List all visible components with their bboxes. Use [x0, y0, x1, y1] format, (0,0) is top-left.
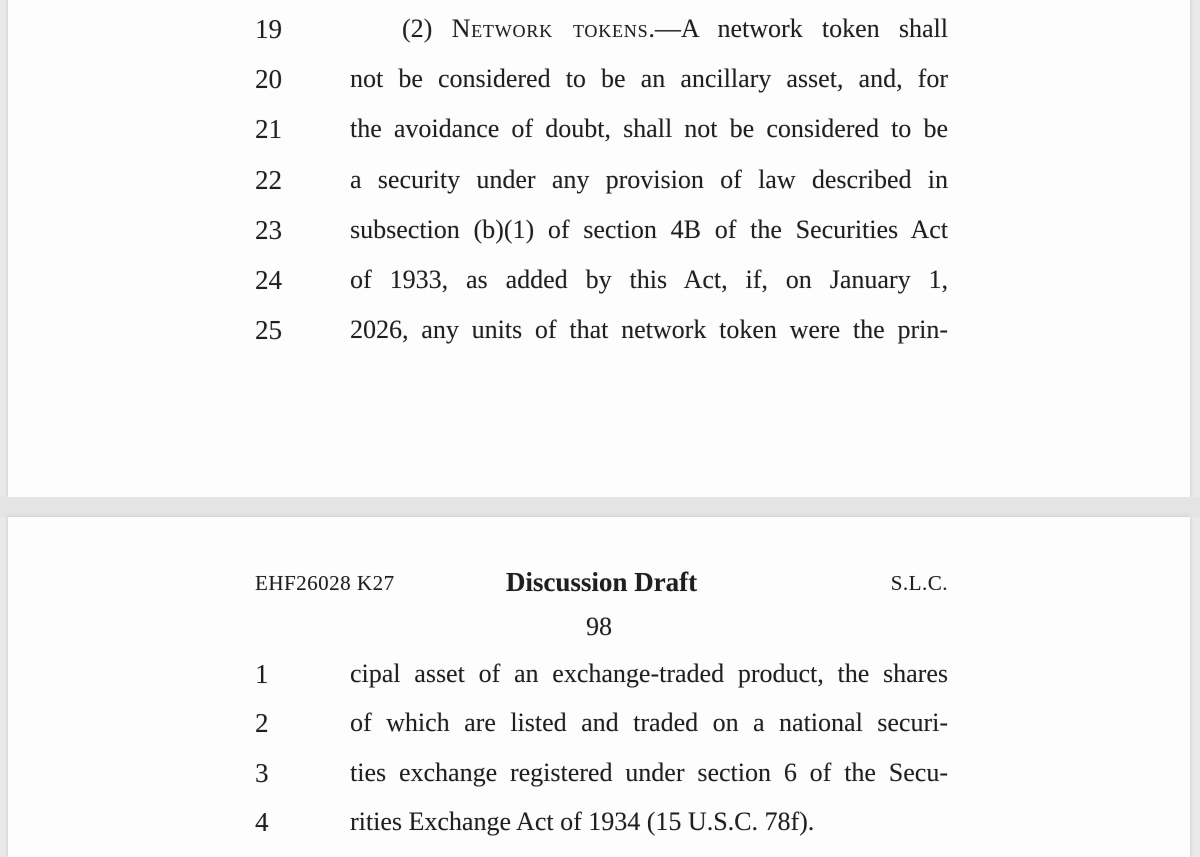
page-header [255, 567, 948, 597]
text-segment-smallcaps: Network tokens [451, 14, 649, 43]
line-number: 23 [255, 215, 282, 245]
text-line [8, 698, 1190, 748]
text-line [8, 797, 1190, 847]
text-segment: (2) [402, 14, 433, 43]
line-text: the avoidance of doubt, shall not be considered to be [350, 114, 948, 143]
line-text: 2026, any units of that network token were the prin- [350, 315, 948, 344]
text-line [8, 155, 1190, 205]
page-number: 98 [586, 612, 612, 641]
line-text: cipal asset of an exchange-traded product, the shares [350, 659, 948, 688]
line-number: 21 [255, 114, 282, 144]
line-number: 19 [255, 14, 282, 44]
line-number: 1 [255, 659, 269, 689]
line-number: 4 [255, 807, 269, 837]
line-text: of which are listed and traded on a national securi- [350, 708, 948, 737]
line-text: of 1933, as added by this Act, if, on January 1, [350, 265, 948, 294]
header-office-code: S.L.C. [890, 571, 948, 595]
line-number: 24 [255, 265, 282, 295]
text-line [8, 255, 1190, 305]
line-text: not be considered to be an ancillary asset, and, for [350, 64, 948, 93]
text-segment: .—A network token shall [648, 14, 948, 43]
text-line [8, 4, 1190, 54]
header-document-code: EHF26028 K27 [255, 571, 395, 595]
text-line [8, 205, 1190, 255]
line-number: 2 [255, 708, 269, 738]
bill-page-previous [8, 0, 1190, 497]
line-text: rities Exchange Act of 1934 (15 U.S.C. 78f). [350, 807, 815, 836]
text-line [8, 649, 1190, 699]
line-number: 25 [255, 315, 282, 345]
text-line [8, 305, 1190, 355]
line-number: 3 [255, 758, 269, 788]
text-line [8, 104, 1190, 154]
line-number: 22 [255, 165, 282, 195]
line-number: 20 [255, 64, 282, 94]
text-line [8, 54, 1190, 104]
line-text: subsection (b)(1) of section 4B of the Securities Act [350, 215, 948, 244]
line-text: ties exchange registered under section 6 of the Secu- [350, 758, 948, 787]
line-text [350, 4, 948, 54]
header-title: Discussion Draft [505, 567, 698, 597]
bill-page-98 [8, 517, 1190, 857]
page-gap [0, 497, 1200, 517]
text-line [8, 748, 1190, 798]
line-text: a security under any provision of law described in [350, 165, 948, 194]
